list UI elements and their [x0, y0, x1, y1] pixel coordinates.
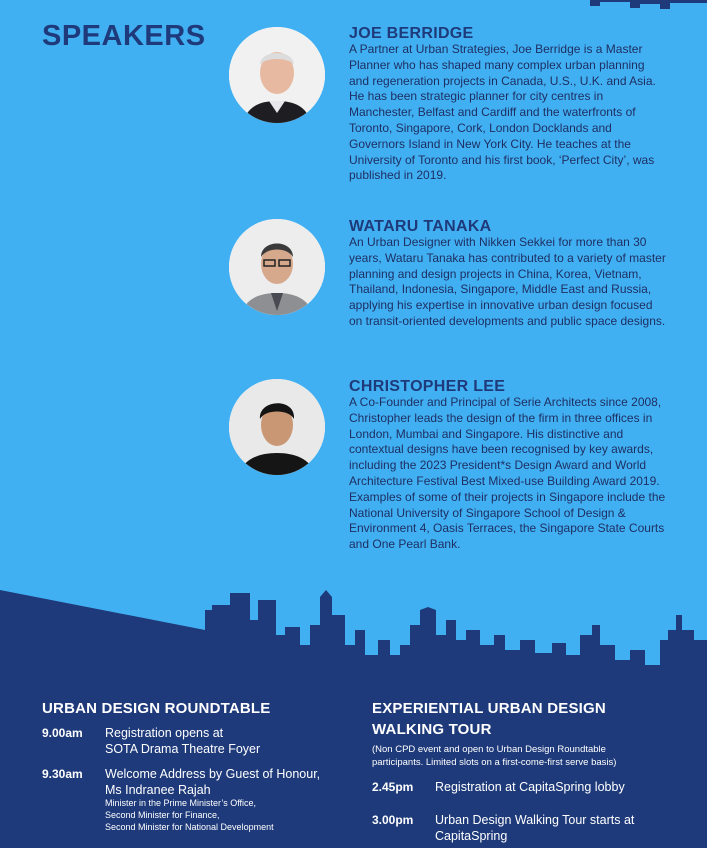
schedule-desc: Registration opens at SOTA Drama Theatre Foyer [105, 726, 261, 756]
walking-tour-note: (Non CPD event and open to Urban Design Roundtable participants. Limited slots on a first-come-first serve basis) [372, 744, 617, 768]
schedule-desc: Registration at CapitaSpring lobby [435, 780, 625, 794]
speaker-bio: A Partner at Urban Strategies, Joe Berridge is a Master Planner who has shaped many complex urban planning and regeneration projects in Canada, U.S., U.K. and Asia. He has been strategic planner for city centres in Manchester, Belfast and Cardiff and the waterfronts of Toronto, Singapore, Cork, London Docklands and Governors Island in New York City. He teaches at the University of Toronto and his first book, ‘Perfect City’, was published in 2019. [349, 42, 656, 183]
schedule-time: 9.30am [42, 767, 83, 781]
speaker-name: JOE BERRIDGE [349, 25, 474, 42]
speakers-heading: SPEAKERS [42, 20, 206, 52]
schedule-time: 2.45pm [372, 780, 414, 794]
speaker-photo [229, 379, 325, 475]
guest-roles: Minister in the Prime Minister’s Office, Second Minister for Finance, Second Minister for National Development [105, 798, 274, 832]
speaker-photo [229, 27, 325, 123]
walking-tour-title: EXPERIENTIAL URBAN DESIGN WALKING TOUR [372, 700, 606, 738]
schedule-time: 3.00pm [372, 813, 414, 827]
speaker-name: CHRISTOPHER LEE [349, 378, 506, 395]
speaker-photo [229, 219, 325, 315]
roundtable-title: URBAN DESIGN ROUNDTABLE [42, 700, 271, 717]
schedule-desc: Welcome Address by Guest of Honour, Ms Indranee Rajah [105, 767, 321, 797]
schedule-desc: Urban Design Walking Tour starts at CapitaSpring [435, 813, 635, 843]
speaker-bio: A Co-Founder and Principal of Serie Architects since 2008, Christopher leads the design of the firm in three offices in London, Mumbai and Singapore. His distinctive and contextual designs have been recognised by key awards, including the 2023 President*s Design Award and World Architecture Festival Best Mixed-use Building Award 2019. Examples of some of their projects in Singapore include the National University of Singapore School of Design & Environment 4, Oasis Terraces, the Singapore State Courts and One Pearl Bank. [349, 395, 666, 552]
schedule-time: 9.00am [42, 726, 83, 740]
speaker-bio: An Urban Designer with Nikken Sekkei for more than 30 years, Wataru Tanaka has contributed to a variety of master planning and design projects in China, Korea, Vietnam, Thailand, Indonesia, Singapore, Middle East and Russia, applying his expertise in innovative urban design focused on transit-oriented developments and public space designs. [349, 235, 666, 328]
speaker-name: WATARU TANAKA [349, 218, 492, 235]
top-skyline-graphic [560, 0, 707, 10]
